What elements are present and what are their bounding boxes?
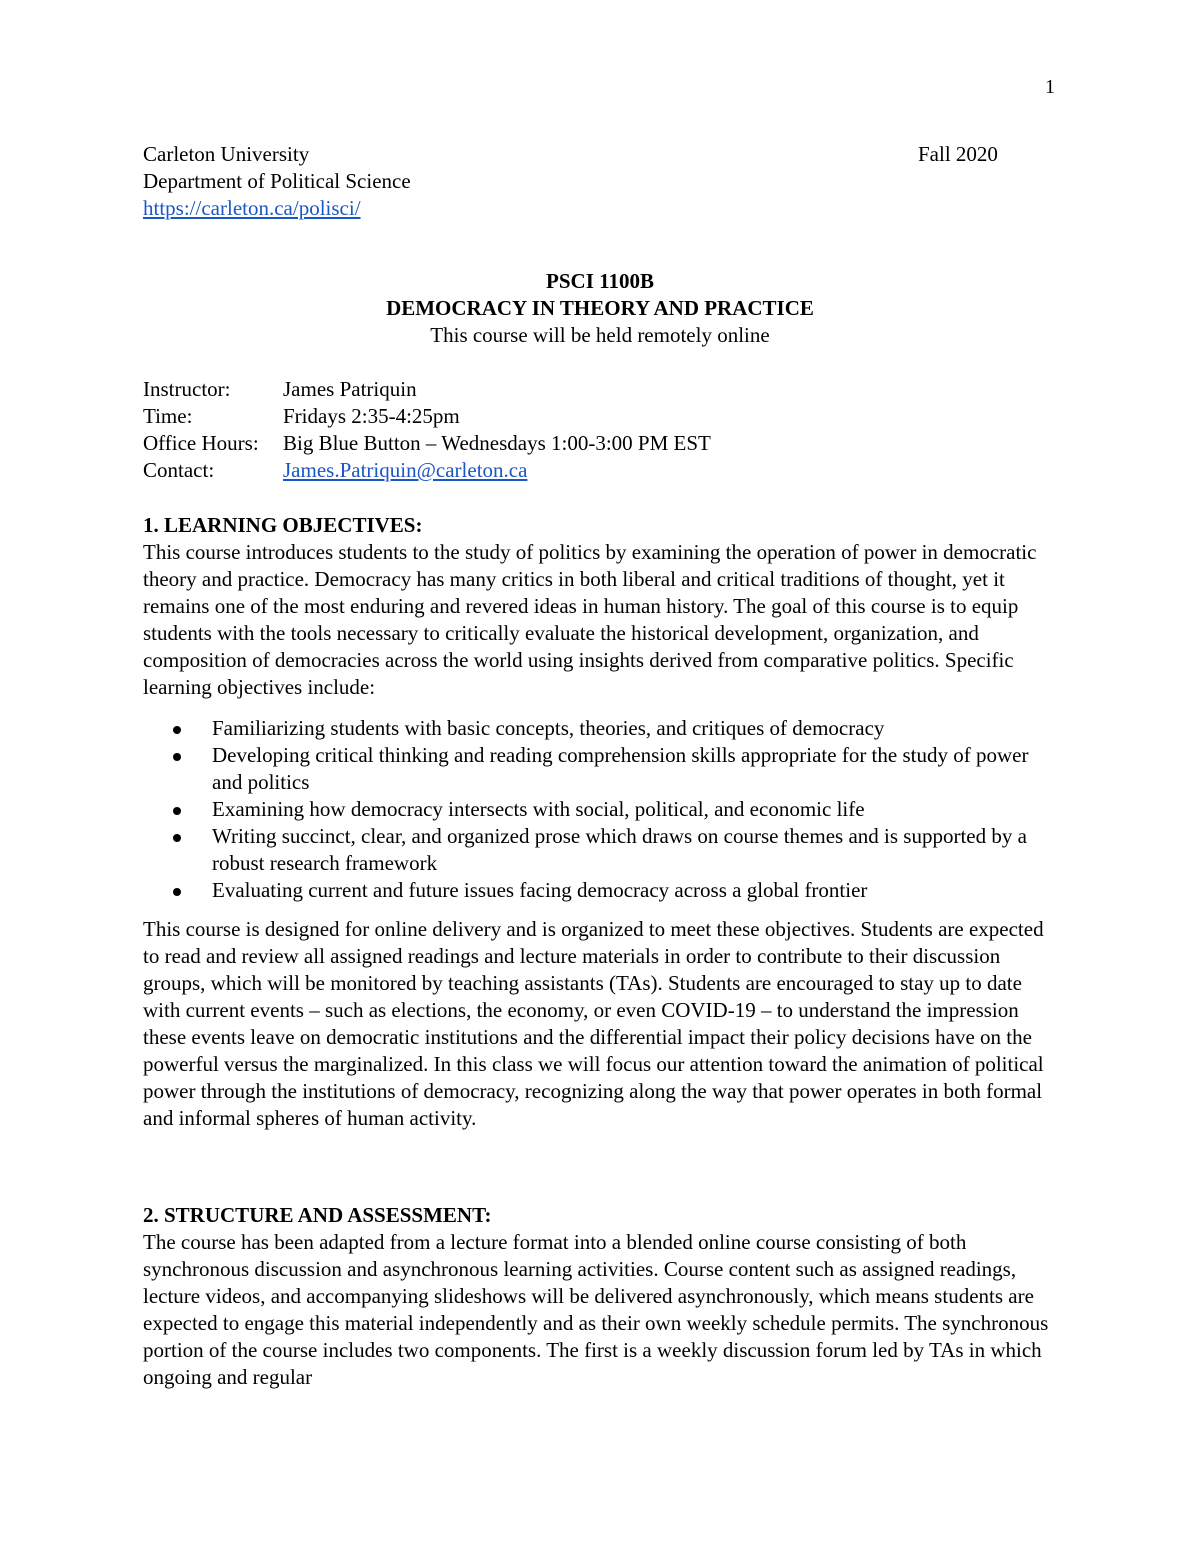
section-closing-paragraph: This course is designed for online delivery and is organized to meet these objectives. Students are expected to read and review all assigned readings and lecture materials in order to contribute to their discussion groups, which will be monitored by teaching assistants (TAs). Students are encouraged to stay up to date with current events – such as elections, the economy, or even COVID-19 – to understand the impression these events leave on democratic institutions and the differential impact their policy decisions have on the powerful versus the marginalized. In this class we will focus our attention toward the animation of political power through the institutions of democracy, recognizing along the way that power operates in both formal and informal spheres of human activity. [143,917,1044,1130]
info-label: Office Hours: [143,431,259,455]
list-item-text: Writing succinct, clear, and organized prose which draws on course themes and is supported by a robust research framework [212,824,1027,875]
info-value: James Patriquin [283,377,417,401]
bullet-icon [173,807,181,815]
list-item [143,796,1063,823]
info-row-contact [143,457,711,484]
info-row-time [143,403,711,430]
department-name: Department of Political Science [143,169,411,193]
page-number: 1 [1045,76,1055,98]
course-code: PSCI 1100B [546,269,654,293]
list-item [143,823,1063,877]
list-item [143,877,1063,904]
contact-email-link[interactable]: James.Patriquin@carleton.ca [283,458,528,482]
info-label: Instructor: [143,377,231,401]
course-delivery: This course will be held remotely online [430,323,770,347]
section-intro-paragraph: This course introduces students to the study of politics by examining the operation of power in democratic theory and practice. Democracy has many critics in both liberal and critical traditions of thought, yet it remains one of the most enduring and revered ideas in human history. The goal of this course is to equip students with the tools necessary to critically evaluate the historical development, organization, and composition of democracies across the world using insights derived from comparative politics. Specific learning objectives include: [143,540,1037,699]
course-info-block [143,376,711,484]
info-row-office-hours [143,430,711,457]
list-item-text: Evaluating current and future issues facing democracy across a global frontier [212,878,868,902]
course-title: DEMOCRACY IN THEORY AND PRACTICE [386,296,814,320]
info-label: Contact: [143,458,215,482]
info-label: Time: [143,404,193,428]
list-item [143,742,1063,796]
objectives-list [143,715,1063,904]
bullet-icon [173,888,181,896]
info-value: Fridays 2:35-4:25pm [283,404,460,428]
section-heading: 2. STRUCTURE AND ASSESSMENT: [143,1203,492,1227]
list-item-text: Developing critical thinking and reading comprehension skills appropriate for the study of power and politics [212,743,1029,794]
learning-objectives-section [143,512,1063,1132]
list-item-text: Familiarizing students with basic concepts, theories, and critiques of democracy [212,716,885,740]
university-name: Carleton University [143,142,310,166]
department-url-link[interactable]: https://carleton.ca/polisci/ [143,196,361,220]
list-item-text: Examining how democracy intersects with social, political, and economic life [212,797,865,821]
bullet-icon [173,834,181,842]
list-item [143,715,1063,742]
bullet-icon [173,726,181,734]
section-body-paragraph: The course has been adapted from a lecture format into a blended online course consisting of both synchronous discussion and asynchronous learning activities. Course content such as assigned readings, lecture videos, and accompanying slideshows will be delivered asynchronously, which means students are expected to engage this material independently and as their own weekly schedule permits. The synchronous portion of the course includes two components. The first is a weekly discussion forum led by TAs in which ongoing and regular [143,1230,1049,1389]
bullet-icon [173,753,181,761]
structure-assessment-section [143,1202,1063,1391]
info-row-instructor [143,376,711,403]
section-heading: 1. LEARNING OBJECTIVES: [143,513,423,537]
info-value: Big Blue Button – Wednesdays 1:00-3:00 PM EST [283,431,711,455]
term-label: Fall 2020 [918,142,998,166]
